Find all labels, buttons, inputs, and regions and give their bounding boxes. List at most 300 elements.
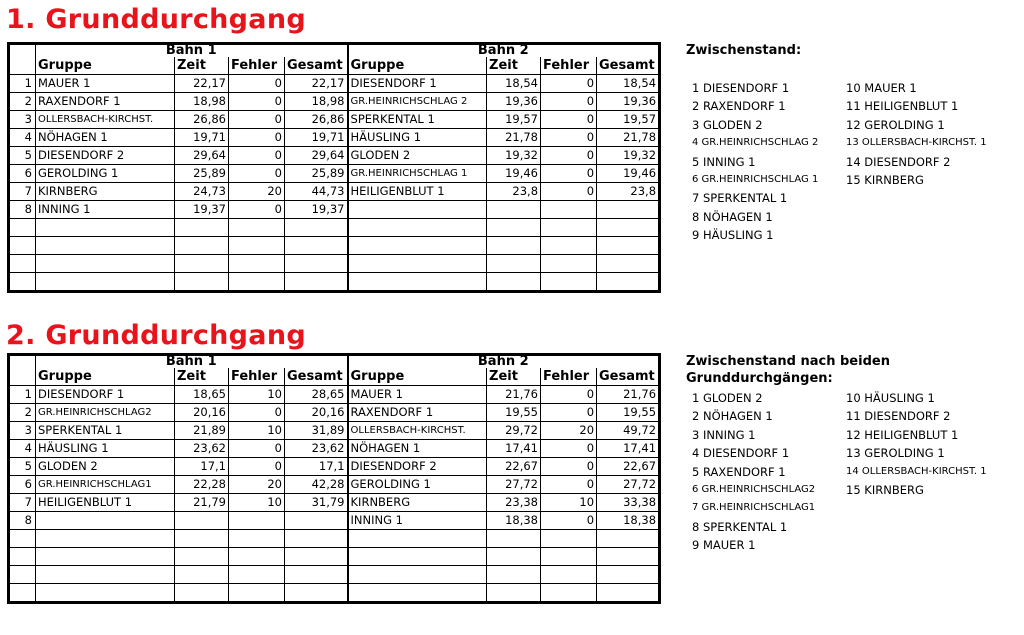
empty-cell [9, 273, 36, 292]
table-row-empty [9, 584, 660, 603]
bahn1-zeit: 18,65 [175, 386, 229, 404]
row-index: 5 [9, 147, 36, 165]
standing-entry: 15 KIRNBERG [846, 172, 924, 187]
empty-cell [36, 237, 175, 255]
standing-entry: 10 MAUER 1 [846, 81, 917, 95]
bahn2-gesamt: 23,8 [597, 183, 660, 201]
bahn2-gruppe: HEILIGENBLUT 1 [348, 183, 487, 201]
standing-entry: 3 INNING 1 [692, 427, 756, 442]
bahn2-gesamt: 49,72 [597, 422, 660, 440]
round2-standings-title-line2: Grunddurchgängen: [686, 371, 833, 386]
bahn1-gesamt: 17,1 [285, 458, 348, 476]
bahn1-gruppe: GR.HEINRICHSCHLAG1 [36, 476, 175, 494]
bahn1-fehler: 10 [229, 386, 285, 404]
standing-entry: 15 KIRNBERG [846, 482, 924, 497]
bahn2-zeit: 17,41 [487, 440, 541, 458]
bahn2-fehler: 0 [541, 93, 597, 111]
empty-cell [36, 566, 175, 584]
bahn1-gesamt [285, 512, 348, 530]
bahn2-zeit: 21,78 [487, 129, 541, 147]
bahn1-gesamt: 19,71 [285, 129, 348, 147]
empty-cell [229, 219, 285, 237]
bahn2-gruppe: GR.HEINRICHSCHLAG 2 [348, 93, 487, 111]
empty-cell [36, 219, 175, 237]
table-row-empty [9, 548, 660, 566]
col-header-gesamt: Gesamt [597, 368, 660, 386]
bahn2-fehler: 0 [541, 147, 597, 165]
empty-cell [348, 566, 487, 584]
bahn2-gesamt: 18,38 [597, 512, 660, 530]
round2-standings-col2 [846, 389, 987, 499]
bahn1-fehler: 10 [229, 422, 285, 440]
empty-cell [348, 255, 487, 273]
bahn2-fehler: 0 [541, 386, 597, 404]
standing-entry: 7 SPERKENTAL 1 [692, 191, 788, 206]
table-row [9, 386, 660, 404]
bahn1-fehler: 0 [229, 147, 285, 165]
empty-cell [348, 584, 487, 603]
col-header-fehler: Fehler [229, 368, 285, 386]
bahn2-gruppe: DIESENDORF 2 [348, 458, 487, 476]
empty-cell [9, 219, 36, 237]
empty-cell [487, 530, 541, 548]
bahn1-fehler: 0 [229, 201, 285, 219]
standing-entry: 1 DIESENDORF 1 [692, 81, 790, 95]
empty-cell [229, 566, 285, 584]
bahn1-gruppe: DIESENDORF 1 [36, 386, 175, 404]
standing-entry: 12 HEILIGENBLUT 1 [846, 427, 959, 442]
bahn2-zeit: 21,76 [487, 386, 541, 404]
empty-cell [487, 273, 541, 292]
standing-entry: 13 OLLERSBACH-KIRCHST. 1 [846, 137, 987, 149]
standing-entry: 5 INNING 1 [692, 154, 756, 169]
standing-entry: 12 GEROLDING 1 [846, 117, 945, 132]
bahn1-fehler: 20 [229, 183, 285, 201]
header-spacer [9, 368, 36, 386]
bahn1-gesamt: 29,64 [285, 147, 348, 165]
empty-cell [229, 237, 285, 255]
bahn1-zeit: 24,73 [175, 183, 229, 201]
col-header-zeit: Zeit [175, 57, 229, 75]
empty-cell [285, 255, 348, 273]
bahn2-fehler: 0 [541, 458, 597, 476]
row-index: 4 [9, 440, 36, 458]
bahn1-gruppe: INNING 1 [36, 201, 175, 219]
table-row [9, 440, 660, 458]
empty-cell [348, 273, 487, 292]
bahn2-label: Bahn 2 [348, 355, 660, 369]
empty-cell [285, 219, 348, 237]
standing-entry: 4 DIESENDORF 1 [692, 446, 790, 461]
bahn2-gesamt: 21,76 [597, 386, 660, 404]
bahn1-gruppe: SPERKENTAL 1 [36, 422, 175, 440]
bahn2-gruppe: OLLERSBACH-KIRCHST. [348, 422, 487, 440]
empty-cell [597, 255, 660, 273]
standing-entry: 13 GEROLDING 1 [846, 446, 945, 461]
empty-cell [229, 273, 285, 292]
round1-results-table [7, 42, 661, 293]
bahn2-zeit [487, 201, 541, 219]
col-header-gruppe: Gruppe [36, 368, 175, 386]
empty-cell [175, 219, 229, 237]
empty-cell [36, 273, 175, 292]
bahn2-gruppe: INNING 1 [348, 512, 487, 530]
round1-standings-title: Zwischenstand: [686, 43, 802, 58]
bahn1-label: Bahn 1 [36, 355, 348, 369]
table-row [9, 147, 660, 165]
empty-cell [36, 548, 175, 566]
bahn1-zeit: 19,71 [175, 129, 229, 147]
standing-entry: 9 HÄUSLING 1 [692, 228, 774, 243]
standing-entry: 2 RAXENDORF 1 [692, 99, 786, 114]
bahn1-gesamt: 19,37 [285, 201, 348, 219]
table-row [9, 111, 660, 129]
bahn1-gesamt: 18,98 [285, 93, 348, 111]
table-row [9, 75, 660, 93]
col-header-fehler: Fehler [541, 368, 597, 386]
table-row [9, 494, 660, 512]
row-index: 4 [9, 129, 36, 147]
table-row [9, 129, 660, 147]
bahn1-zeit: 18,98 [175, 93, 229, 111]
standing-entry: 14 DIESENDORF 2 [846, 154, 951, 169]
bahn1-gruppe: KIRNBERG [36, 183, 175, 201]
standing-entry: 5 RAXENDORF 1 [692, 464, 786, 479]
bahn1-gesamt: 26,86 [285, 111, 348, 129]
bahn2-zeit: 19,32 [487, 147, 541, 165]
bahn1-fehler: 0 [229, 111, 285, 129]
empty-cell [36, 584, 175, 603]
empty-cell [487, 548, 541, 566]
col-header-gruppe: Gruppe [348, 57, 487, 75]
empty-cell [9, 548, 36, 566]
bahn1-gesamt: 20,16 [285, 404, 348, 422]
bahn2-gruppe: HÄUSLING 1 [348, 129, 487, 147]
empty-cell [175, 566, 229, 584]
bahn2-fehler: 0 [541, 183, 597, 201]
row-index: 3 [9, 422, 36, 440]
row-index: 7 [9, 494, 36, 512]
bahn1-fehler: 0 [229, 75, 285, 93]
empty-cell [36, 255, 175, 273]
col-header-fehler: Fehler [541, 57, 597, 75]
bahn2-zeit: 27,72 [487, 476, 541, 494]
empty-cell [597, 584, 660, 603]
empty-cell [36, 530, 175, 548]
empty-cell [541, 255, 597, 273]
bahn2-fehler: 0 [541, 165, 597, 183]
bahn1-zeit [175, 512, 229, 530]
empty-cell [175, 255, 229, 273]
empty-cell [9, 530, 36, 548]
bahn1-label: Bahn 1 [36, 44, 348, 58]
empty-cell [285, 584, 348, 603]
empty-cell [9, 237, 36, 255]
row-index: 7 [9, 183, 36, 201]
bahn2-gruppe: GLODEN 2 [348, 147, 487, 165]
empty-cell [175, 237, 229, 255]
bahn1-gruppe: GLODEN 2 [36, 458, 175, 476]
bahn2-gruppe: GEROLDING 1 [348, 476, 487, 494]
empty-cell [348, 530, 487, 548]
bahn1-gesamt: 31,79 [285, 494, 348, 512]
bahn1-gesamt: 22,17 [285, 75, 348, 93]
empty-cell [597, 566, 660, 584]
empty-cell [285, 530, 348, 548]
empty-cell [541, 219, 597, 237]
empty-cell [175, 584, 229, 603]
bahn2-zeit: 19,57 [487, 111, 541, 129]
bahn2-zeit: 19,55 [487, 404, 541, 422]
empty-cell [9, 584, 36, 603]
empty-cell [348, 548, 487, 566]
empty-cell [541, 237, 597, 255]
bahn2-zeit: 18,54 [487, 75, 541, 93]
empty-cell [597, 219, 660, 237]
bahn2-fehler: 0 [541, 75, 597, 93]
bahn2-gruppe: GR.HEINRICHSCHLAG 1 [348, 165, 487, 183]
round2-standings-title [686, 353, 890, 387]
row-index: 1 [9, 75, 36, 93]
round1-title: 1. Grunddurchgang [6, 4, 306, 35]
table-row-empty [9, 219, 660, 237]
empty-cell [487, 237, 541, 255]
bahn2-gesamt: 19,36 [597, 93, 660, 111]
bahn1-gruppe: MAUER 1 [36, 75, 175, 93]
standing-entry: 1 GLODEN 2 [692, 391, 763, 405]
bahn1-gruppe: GR.HEINRICHSCHLAG2 [36, 404, 175, 422]
bahn2-gruppe: DIESENDORF 1 [348, 75, 487, 93]
bahn2-fehler: 0 [541, 129, 597, 147]
bahn2-fehler: 0 [541, 440, 597, 458]
row-index: 5 [9, 458, 36, 476]
table-row [9, 183, 660, 201]
standing-entry: 11 HEILIGENBLUT 1 [846, 99, 959, 114]
empty-cell [487, 566, 541, 584]
bahn2-zeit: 29,72 [487, 422, 541, 440]
table-row [9, 512, 660, 530]
bahn1-zeit: 25,89 [175, 165, 229, 183]
bahn1-gruppe: HÄUSLING 1 [36, 440, 175, 458]
table-row [9, 93, 660, 111]
bahn1-fehler [229, 512, 285, 530]
row-index: 8 [9, 512, 36, 530]
bahn1-gruppe: RAXENDORF 1 [36, 93, 175, 111]
bahn1-fehler: 0 [229, 440, 285, 458]
bahn1-gesamt: 23,62 [285, 440, 348, 458]
bahn1-gruppe [36, 512, 175, 530]
bahn1-fehler: 0 [229, 165, 285, 183]
empty-cell [9, 255, 36, 273]
bahn1-zeit: 29,64 [175, 147, 229, 165]
bahn1-zeit: 22,17 [175, 75, 229, 93]
bahn1-zeit: 19,37 [175, 201, 229, 219]
bahn2-zeit: 19,36 [487, 93, 541, 111]
bahn2-gesamt: 22,67 [597, 458, 660, 476]
bahn1-zeit: 22,28 [175, 476, 229, 494]
bahn2-gesamt: 19,57 [597, 111, 660, 129]
empty-cell [597, 237, 660, 255]
standing-entry: 3 GLODEN 2 [692, 117, 763, 132]
empty-cell [285, 566, 348, 584]
col-header-zeit: Zeit [175, 368, 229, 386]
bahn1-gesamt: 42,28 [285, 476, 348, 494]
bahn2-fehler: 0 [541, 404, 597, 422]
bahn2-zeit: 22,67 [487, 458, 541, 476]
header-spacer [9, 57, 36, 75]
bahn1-fehler: 0 [229, 404, 285, 422]
bahn2-gruppe: RAXENDORF 1 [348, 404, 487, 422]
row-index: 1 [9, 386, 36, 404]
header-spacer [9, 44, 36, 58]
bahn1-gesamt: 31,89 [285, 422, 348, 440]
col-header-gesamt: Gesamt [597, 57, 660, 75]
bahn2-fehler: 0 [541, 512, 597, 530]
bahn1-zeit: 20,16 [175, 404, 229, 422]
bahn1-gesamt: 25,89 [285, 165, 348, 183]
round1-standings-col2 [846, 79, 987, 189]
bahn1-gesamt: 44,73 [285, 183, 348, 201]
bahn1-fehler: 20 [229, 476, 285, 494]
empty-cell [285, 273, 348, 292]
table-row-empty [9, 566, 660, 584]
table-row-empty [9, 237, 660, 255]
bahn2-gesamt: 19,32 [597, 147, 660, 165]
bahn2-gesamt: 18,54 [597, 75, 660, 93]
bahn2-gruppe: SPERKENTAL 1 [348, 111, 487, 129]
table-row [9, 201, 660, 219]
row-index: 2 [9, 93, 36, 111]
empty-cell [487, 255, 541, 273]
bahn2-gesamt: 19,55 [597, 404, 660, 422]
bahn2-gruppe: NÖHAGEN 1 [348, 440, 487, 458]
bahn2-gesamt: 33,38 [597, 494, 660, 512]
round2-title: 2. Grunddurchgang [6, 320, 306, 351]
table-row [9, 422, 660, 440]
col-header-gesamt: Gesamt [285, 368, 348, 386]
bahn1-zeit: 17,1 [175, 458, 229, 476]
row-index: 3 [9, 111, 36, 129]
empty-cell [597, 273, 660, 292]
bahn2-zeit: 23,38 [487, 494, 541, 512]
bahn1-fehler: 0 [229, 458, 285, 476]
row-index: 6 [9, 165, 36, 183]
round2-results-table [7, 353, 661, 604]
bahn1-gruppe: OLLERSBACH-KIRCHST. [36, 111, 175, 129]
bahn2-fehler [541, 201, 597, 219]
bahn2-gesamt: 19,46 [597, 165, 660, 183]
table-row [9, 404, 660, 422]
empty-cell [9, 566, 36, 584]
standing-entry: 8 SPERKENTAL 1 [692, 519, 788, 534]
header-spacer [9, 355, 36, 369]
bahn2-gruppe [348, 201, 487, 219]
bahn1-zeit: 23,62 [175, 440, 229, 458]
empty-cell [229, 255, 285, 273]
bahn2-gruppe: KIRNBERG [348, 494, 487, 512]
bahn2-zeit: 23,8 [487, 183, 541, 201]
empty-cell [597, 530, 660, 548]
bahn2-zeit: 19,46 [487, 165, 541, 183]
row-index: 8 [9, 201, 36, 219]
empty-cell [348, 219, 487, 237]
row-index: 6 [9, 476, 36, 494]
bahn1-gruppe: GEROLDING 1 [36, 165, 175, 183]
standing-entry: 2 NÖHAGEN 1 [692, 409, 773, 424]
round1-standings-col1 [692, 79, 818, 245]
empty-cell [541, 584, 597, 603]
empty-cell [175, 273, 229, 292]
standing-entry: 4 GR.HEINRICHSCHLAG 2 [692, 137, 819, 149]
bahn1-fehler: 10 [229, 494, 285, 512]
empty-cell [175, 530, 229, 548]
standing-entry: 9 MAUER 1 [692, 538, 756, 553]
empty-cell [541, 548, 597, 566]
bahn1-gruppe: NÖHAGEN 1 [36, 129, 175, 147]
standing-entry: 6 GR.HEINRICHSCHLAG 1 [692, 173, 819, 185]
standing-entry: 8 NÖHAGEN 1 [692, 209, 773, 224]
empty-cell [487, 584, 541, 603]
table-row-empty [9, 530, 660, 548]
bahn2-gesamt: 21,78 [597, 129, 660, 147]
empty-cell [348, 237, 487, 255]
round2-standings-col1 [692, 389, 815, 555]
round2-standings-title-line1: Zwischenstand nach beiden [686, 354, 890, 369]
bahn1-fehler: 0 [229, 129, 285, 147]
table-row [9, 458, 660, 476]
col-header-gruppe: Gruppe [348, 368, 487, 386]
bahn2-gesamt: 27,72 [597, 476, 660, 494]
bahn1-gruppe: HEILIGENBLUT 1 [36, 494, 175, 512]
bahn2-gesamt [597, 201, 660, 219]
bahn2-gruppe: MAUER 1 [348, 386, 487, 404]
standing-entry: 11 DIESENDORF 2 [846, 409, 951, 424]
bahn2-fehler: 10 [541, 494, 597, 512]
col-header-gesamt: Gesamt [285, 57, 348, 75]
empty-cell [285, 548, 348, 566]
empty-cell [597, 548, 660, 566]
bahn2-fehler: 0 [541, 111, 597, 129]
standing-entry: 10 HÄUSLING 1 [846, 391, 935, 405]
empty-cell [541, 566, 597, 584]
empty-cell [285, 237, 348, 255]
bahn1-zeit: 26,86 [175, 111, 229, 129]
bahn2-fehler: 20 [541, 422, 597, 440]
table-row-empty [9, 273, 660, 292]
col-header-gruppe: Gruppe [36, 57, 175, 75]
bahn2-fehler: 0 [541, 476, 597, 494]
col-header-zeit: Zeit [487, 368, 541, 386]
empty-cell [229, 548, 285, 566]
empty-cell [541, 530, 597, 548]
bahn2-label: Bahn 2 [348, 44, 660, 58]
row-index: 2 [9, 404, 36, 422]
col-header-zeit: Zeit [487, 57, 541, 75]
bahn2-zeit: 18,38 [487, 512, 541, 530]
empty-cell [229, 530, 285, 548]
bahn2-gesamt: 17,41 [597, 440, 660, 458]
bahn1-gesamt: 28,65 [285, 386, 348, 404]
bahn1-gruppe: DIESENDORF 2 [36, 147, 175, 165]
table-row [9, 476, 660, 494]
standing-entry: 14 OLLERSBACH-KIRCHST. 1 [846, 465, 987, 477]
col-header-fehler: Fehler [229, 57, 285, 75]
standing-entry: 6 GR.HEINRICHSCHLAG2 [692, 483, 816, 495]
table-row [9, 165, 660, 183]
bahn1-zeit: 21,79 [175, 494, 229, 512]
table-row-empty [9, 255, 660, 273]
bahn1-zeit: 21,89 [175, 422, 229, 440]
